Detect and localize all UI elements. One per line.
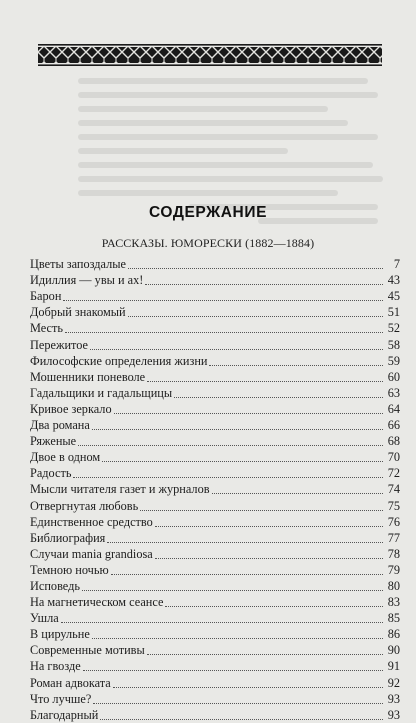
dot-leader: [100, 719, 383, 720]
toc-entry-page: 52: [387, 321, 400, 336]
ornamental-border: [38, 44, 382, 66]
toc-entry: [30, 481, 400, 497]
toc-entry-title: На гвозде: [30, 659, 81, 674]
toc-entry-page: 93: [387, 691, 400, 706]
toc-entry-page: 43: [387, 273, 400, 288]
dot-leader: [174, 397, 383, 398]
toc-entry-page: 51: [387, 305, 400, 320]
dot-leader: [63, 300, 383, 301]
dot-leader: [165, 606, 383, 607]
toc-entry-page: 85: [387, 611, 400, 626]
toc-entry: [30, 626, 400, 642]
toc-entry: [30, 691, 400, 707]
toc-entry-title: Библиография: [30, 530, 106, 545]
dot-leader: [155, 558, 383, 559]
toc-entry: [30, 562, 400, 578]
toc-entry-title: Мошенники поневоле: [30, 369, 146, 384]
toc-entry-title: Два романа: [30, 418, 90, 433]
toc-entry: [30, 514, 400, 530]
toc-entry: [30, 546, 400, 562]
toc-entry-page: 66: [387, 418, 400, 433]
toc-entry-page: 93: [387, 707, 400, 722]
toc-entry-page: 83: [387, 595, 400, 610]
dot-leader: [107, 542, 383, 543]
toc-entry-page: 80: [387, 578, 400, 593]
toc-entry: [30, 304, 400, 320]
toc-entry-title: Исповедь: [30, 578, 80, 593]
toc-entry-page: 58: [387, 337, 400, 352]
toc-entry: [30, 642, 400, 658]
toc-entry-page: 90: [387, 643, 400, 658]
toc-entry-page: 78: [387, 546, 400, 561]
toc-entry: [30, 401, 400, 417]
toc-entry: [30, 610, 400, 626]
contents-heading: СОДЕРЖАНИЕ: [148, 204, 268, 221]
toc-entry-title: Пережитое: [30, 337, 88, 352]
bleed-through-text: [38, 70, 388, 250]
section-heading: РАССКАЗЫ. ЮМОРЕСКИ (1882—1884): [101, 236, 315, 250]
dot-leader: [78, 445, 383, 446]
toc-entry: [30, 385, 400, 401]
toc-entry-title: Цветы запоздалые: [30, 257, 126, 272]
toc-entry: [30, 497, 400, 513]
toc-entry-title: Единственное средство: [30, 514, 153, 529]
toc-entry-page: 59: [387, 353, 400, 368]
toc-entry-page: 64: [387, 401, 400, 416]
toc-entry: [30, 256, 400, 272]
toc-entry: [30, 449, 400, 465]
toc-entry-page: 77: [387, 530, 400, 545]
toc-entry-page: 74: [387, 482, 400, 497]
toc-entry-title: Двое в одном: [30, 450, 101, 465]
toc-entry: [30, 417, 400, 433]
toc-entry: [30, 707, 400, 723]
toc-entry-page: 91: [387, 659, 400, 674]
toc-entry-title: Идиллия — увы и ах!: [30, 273, 144, 288]
dot-leader: [212, 493, 383, 494]
dot-leader: [92, 429, 383, 430]
toc-entry: [30, 433, 400, 449]
dot-leader: [128, 268, 383, 269]
toc-entry-page: 68: [387, 434, 400, 449]
toc-entry-title: На магнетическом сеансе: [30, 595, 164, 610]
toc-entry-title: Отвергнутая любовь: [30, 498, 139, 513]
toc-entry-title: Радость: [30, 466, 72, 481]
table-of-contents: [30, 256, 400, 723]
toc-entry: [30, 674, 400, 690]
dot-leader: [82, 590, 383, 591]
toc-entry-page: 63: [387, 385, 400, 400]
toc-entry-title: Барон: [30, 289, 62, 304]
toc-entry-page: 60: [387, 369, 400, 384]
toc-entry-page: 7: [393, 257, 400, 272]
toc-entry: [30, 353, 400, 369]
dot-leader: [145, 284, 383, 285]
toc-entry-page: 70: [387, 450, 400, 465]
toc-entry-page: 72: [387, 466, 400, 481]
toc-entry: [30, 465, 400, 481]
dot-leader: [61, 622, 383, 623]
toc-entry-title: Добрый знакомый: [30, 305, 126, 320]
toc-entry: [30, 658, 400, 674]
dot-leader: [140, 510, 383, 511]
dot-leader: [147, 381, 383, 382]
dot-leader: [102, 461, 383, 462]
dot-leader: [147, 654, 383, 655]
toc-entry: [30, 578, 400, 594]
dot-leader: [73, 477, 383, 478]
toc-entry-page: 92: [387, 675, 400, 690]
toc-entry-title: Мысли читателя газет и журналов: [30, 482, 210, 497]
toc-entry-page: 86: [387, 627, 400, 642]
dot-leader: [93, 703, 383, 704]
toc-entry: [30, 272, 400, 288]
toc-entry-title: В цирульне: [30, 627, 90, 642]
toc-entry: [30, 594, 400, 610]
dot-leader: [90, 349, 383, 350]
dot-leader: [113, 687, 383, 688]
toc-entry-title: Кривое зеркало: [30, 401, 112, 416]
toc-entry: [30, 288, 400, 304]
toc-entry-page: 75: [387, 498, 400, 513]
toc-entry-title: Современные мотивы: [30, 643, 145, 658]
dot-leader: [65, 332, 383, 333]
dot-leader: [83, 670, 383, 671]
toc-entry-title: Роман адвоката: [30, 675, 111, 690]
toc-entry-title: Ряженые: [30, 434, 77, 449]
dot-leader: [128, 316, 383, 317]
toc-entry-title: Благодарный: [30, 707, 99, 722]
toc-entry-title: Ушла: [30, 611, 59, 626]
toc-entry-title: Философские определения жизни: [30, 353, 208, 368]
dot-leader: [209, 365, 383, 366]
toc-entry: [30, 336, 400, 352]
toc-entry: [30, 320, 400, 336]
toc-entry-title: Случаи mania grandiosa: [30, 546, 153, 561]
dot-leader: [92, 638, 383, 639]
toc-entry: [30, 369, 400, 385]
toc-entry-title: Что лучше?: [30, 691, 92, 706]
dot-leader: [155, 526, 383, 527]
toc-entry-page: 79: [387, 562, 400, 577]
dot-leader: [111, 574, 383, 575]
toc-entry-title: Месть: [30, 321, 63, 336]
toc-entry-title: Гадальщики и гадальщицы: [30, 385, 173, 400]
toc-entry: [30, 530, 400, 546]
toc-entry-page: 76: [387, 514, 400, 529]
dot-leader: [114, 413, 383, 414]
toc-entry-page: 45: [387, 289, 400, 304]
toc-entry-title: Темною ночью: [30, 562, 109, 577]
